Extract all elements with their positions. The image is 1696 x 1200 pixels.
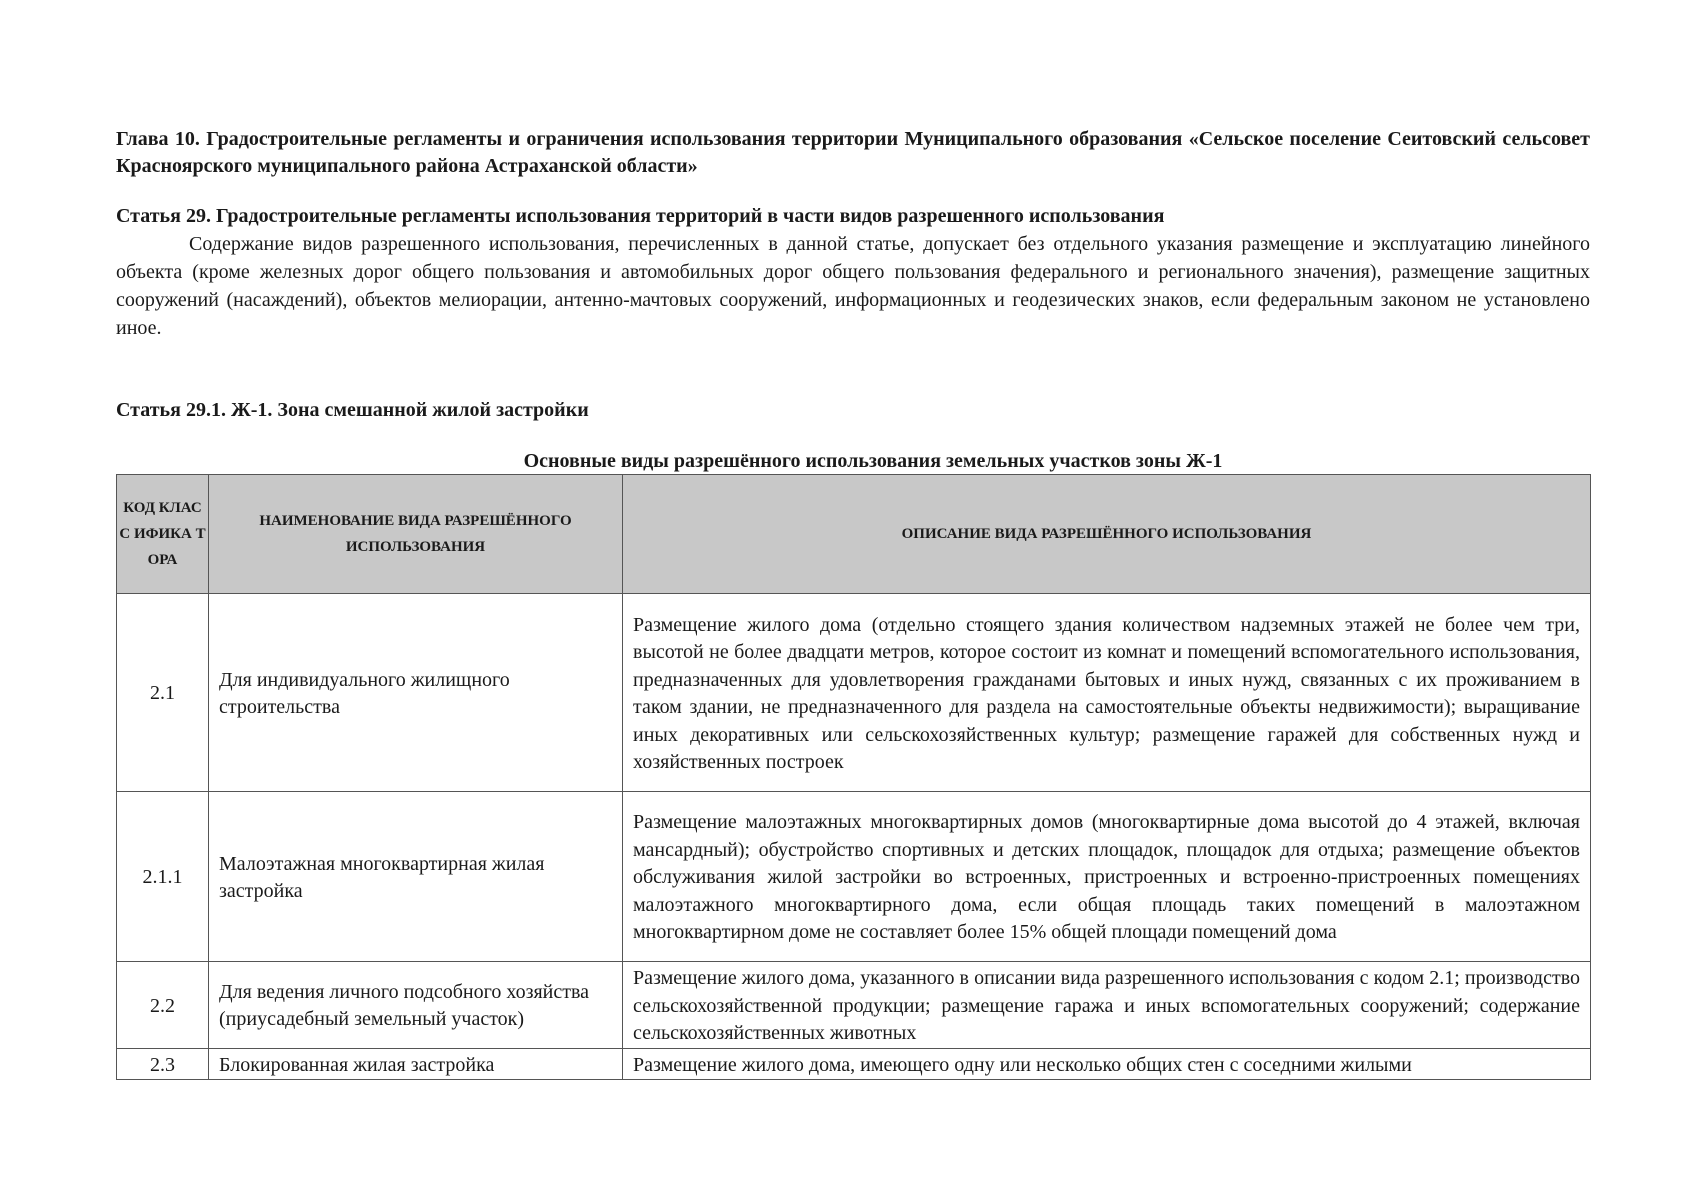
row-name: Малоэтажная многоквартирная жилая застройка — [209, 792, 623, 962]
header-desc: ОПИСАНИЕ ВИДА РАЗРЕШЁННОГО ИСПОЛЬЗОВАНИЯ — [623, 475, 1591, 594]
row-code: 2.3 — [117, 1048, 209, 1080]
chapter-title: Глава 10. Градостроительные регламенты и ограничения использования территории Муниципального образования «Сельское поселение Сеитовский сельсовет Красноярского муниципального района Астраханской области» — [116, 128, 1590, 177]
row-desc: Размещение жилого дома, имеющего одну или несколько общих стен с соседними жилыми — [623, 1048, 1591, 1080]
table-header-row — [117, 475, 1591, 594]
table-row — [117, 962, 1591, 1049]
article-29-title: Статья 29. Градостроительные регламенты использования территорий в части видов разрешенного использования — [116, 205, 1165, 227]
article-29-1-title: Статья 29.1. Ж-1. Зона смешанной жилой застройки — [116, 399, 589, 421]
row-desc: Размещение жилого дома, указанного в описании вида разрешенного использования с кодом 2.1; производство сельскохозяйственной продукции; размещение гаража и иных вспомогательных сооружений; содержание сельскохозяйственных животных — [623, 962, 1591, 1049]
header-code: КОД КЛАСС ИФИКА ТОРА — [117, 475, 209, 594]
article-29-text: Содержание видов разрешенного использования, перечисленных в данной статье, допускает без отдельного указания размещение и эксплуатацию линейного объекта (кроме железных дорог общего пользования и автомобильных дорог общего пользования федерального и регионального значения), размещение защитных сооружений (насаждений), объектов мелиорации, антенно-мачтовых сооружений, информационных и геодезических знаков, если федеральным законом не установлено иное. — [116, 233, 1590, 339]
row-code: 2.1 — [117, 594, 209, 792]
header-name: НАИМЕНОВАНИЕ ВИДА РАЗРЕШЁННОГО ИСПОЛЬЗОВАНИЯ — [209, 475, 623, 594]
table-caption: Основные виды разрешённого использования земельных участков зоны Ж-1 — [523, 450, 1223, 472]
row-desc: Размещение малоэтажных многоквартирных домов (многоквартирные дома высотой до 4 этажей, включая мансардный); обустройство спортивных и детских площадок, площадок для отдыха; размещение объектов обслуживания жилой застройки во встроенных, пристроенных и встроенно-пристроенных помещениях малоэтажного многоквартирного дома, если общая площадь таких помещений в малоэтажном многоквартирном доме не составляет более 15% общей площади помещений дома — [623, 792, 1591, 962]
row-desc: Размещение жилого дома (отдельно стоящего здания количеством надземных этажей не более чем три, высотой не более двадцати метров, которое состоит из комнат и помещений вспомогательного использования, предназначенных для удовлетворения гражданами бытовых и иных нужд, связанных с их проживанием в таком здании, не предназначенного для раздела на самостоятельные объекты недвижимости); выращивание иных декоративных или сельскохозяйственных культур; размещение гаражей для собственных нужд и хозяйственных построек — [623, 594, 1591, 792]
row-code: 2.1.1 — [117, 792, 209, 962]
row-name: Для ведения личного подсобного хозяйства (приусадебный земельный участок) — [209, 962, 623, 1049]
table-row — [117, 594, 1591, 792]
table-row — [117, 792, 1591, 962]
row-name: Для индивидуального жилищного строительства — [209, 594, 623, 792]
document-page — [116, 126, 1590, 1080]
table-row — [117, 1048, 1591, 1080]
row-code: 2.2 — [117, 962, 209, 1049]
row-name: Блокированная жилая застройка — [209, 1048, 623, 1080]
permitted-use-table — [116, 474, 1591, 1080]
